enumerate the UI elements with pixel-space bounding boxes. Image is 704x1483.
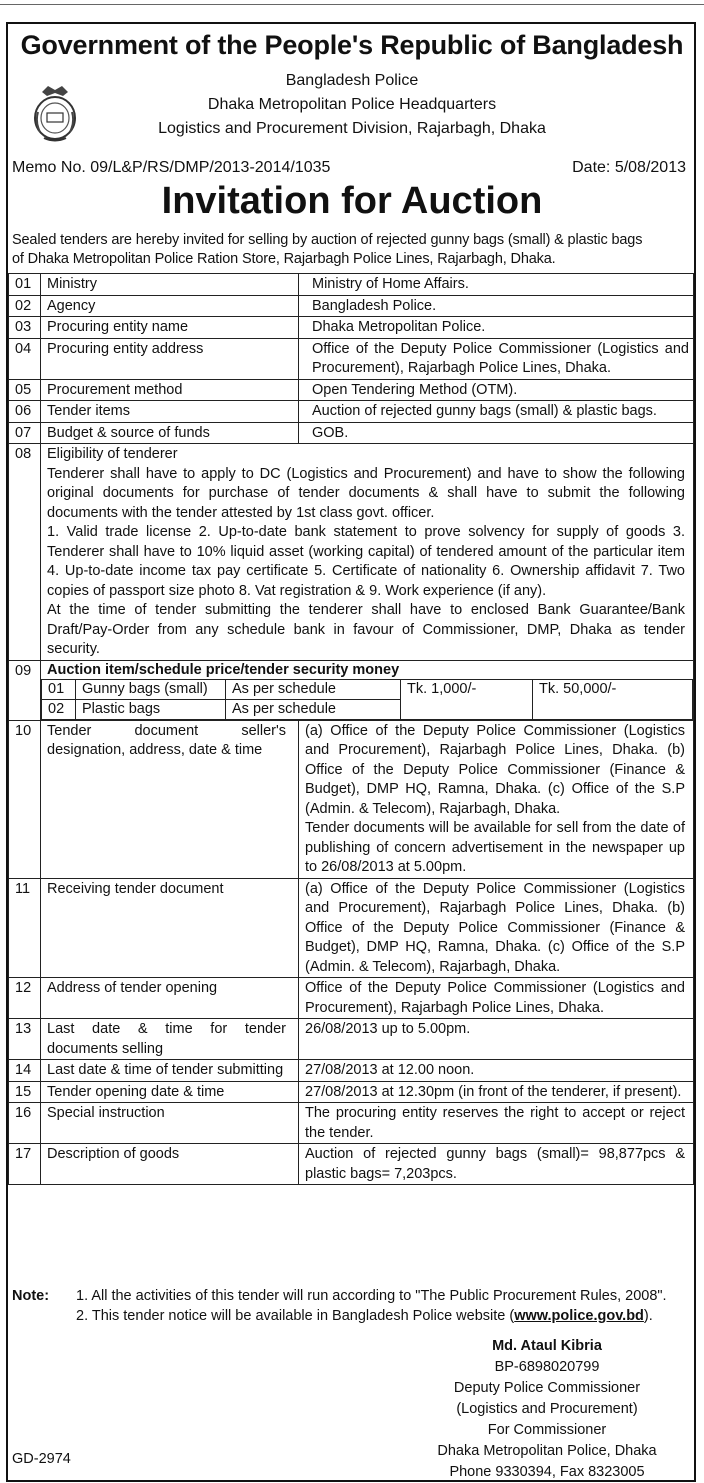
row-number: 16 bbox=[9, 1103, 41, 1144]
top-rule bbox=[0, 4, 704, 5]
row-value bbox=[299, 720, 694, 878]
row-number: 06 bbox=[9, 401, 41, 423]
item-price: As per schedule bbox=[226, 679, 401, 699]
security-money: Tk. 50,000/- bbox=[533, 679, 693, 719]
row-label: Tender document seller's designation, address, date & time bbox=[41, 720, 299, 878]
signatory-bp: BP-6898020799 bbox=[494, 1359, 600, 1375]
org-line-division: Logistics and Procurement Division, Rajarbagh, Dhaka bbox=[158, 120, 546, 137]
note-label: Note: bbox=[12, 1288, 50, 1304]
table-row bbox=[42, 679, 693, 699]
row-value: 27/08/2013 at 12.00 noon. bbox=[299, 1060, 694, 1082]
eligibility-paragraph: Tenderer shall have to apply to DC (Logistics and Procurement) and have to show the following original documents for purchase of tender documents & shall have to submit the following documents with the tender attested by 1st class govt. officer. bbox=[47, 465, 685, 521]
table-row bbox=[9, 338, 694, 379]
seller-availability: Tender documents will be available for sell from the date of publishing of concern advertisement in the newspaper up to 26/08/2013 at 5.00pm. bbox=[305, 820, 685, 875]
row-number: 04 bbox=[9, 338, 41, 379]
table-row bbox=[9, 401, 694, 423]
item-number: 02 bbox=[42, 699, 76, 719]
row-label: Procurement method bbox=[41, 379, 299, 401]
row-number: 03 bbox=[9, 317, 41, 339]
row-number: 10 bbox=[9, 720, 41, 878]
memo-date: Date: 5/08/2013 bbox=[572, 159, 686, 176]
row-number: 15 bbox=[9, 1081, 41, 1103]
row-value: GOB. bbox=[299, 422, 694, 444]
auction-items-cell bbox=[41, 660, 694, 720]
signatory-name: Md. Ataul Kibria bbox=[492, 1338, 602, 1354]
signatory-contact: Phone 9330394, Fax 8323005 bbox=[449, 1464, 645, 1480]
row-label: Receiving tender document bbox=[41, 878, 299, 978]
table-row bbox=[9, 978, 694, 1019]
row-label: Ministry bbox=[41, 274, 299, 296]
row-value: 26/08/2013 up to 5.00pm. bbox=[299, 1019, 694, 1060]
row-value: Auction of rejected gunny bags (small) & plastic bags. bbox=[299, 401, 694, 423]
signatory-designation: Deputy Police Commissioner bbox=[453, 1380, 641, 1396]
table-row bbox=[9, 660, 694, 720]
row-number: 14 bbox=[9, 1060, 41, 1082]
auction-items-heading: Auction item/schedule price/tender security money bbox=[47, 661, 400, 678]
eligibility-documents: 1. Valid trade license 2. Up-to-date bank statement to prove solvency for supply of goods 3. Tenderer shall have to 10% liquid asset (working capital) of tendered amount of the particular item 4. Up-to-date income tax pay certificate 5. Certificate of nationality 6. Ownership affidavit 7. Two copies of passport size photo 8. Vat registration & 9. Work experience (if any). bbox=[47, 524, 685, 599]
signature-block bbox=[392, 1336, 702, 1483]
row-label: Last date & time of tender submitting bbox=[41, 1060, 299, 1082]
website-link[interactable]: www.police.gov.bd bbox=[514, 1308, 644, 1324]
row-number: 13 bbox=[9, 1019, 41, 1060]
row-value: Open Tendering Method (OTM). bbox=[299, 379, 694, 401]
row-number: 02 bbox=[9, 295, 41, 317]
note-line bbox=[76, 1306, 667, 1326]
row-label: Eligibility of tenderer bbox=[47, 446, 178, 462]
row-label: Address of tender opening bbox=[41, 978, 299, 1019]
table-row bbox=[9, 878, 694, 978]
row-number: 17 bbox=[9, 1144, 41, 1185]
eligibility-cell bbox=[41, 444, 694, 661]
note-line-text: 2. This tender notice will be available in Bangladesh Police website ( bbox=[76, 1308, 515, 1324]
row-label: Procuring entity name bbox=[41, 317, 299, 339]
row-value: Ministry of Home Affairs. bbox=[299, 274, 694, 296]
government-title: Government of the People's Republic of Bangladesh bbox=[20, 30, 684, 60]
row-label: Tender opening date & time bbox=[41, 1081, 299, 1103]
table-row bbox=[9, 274, 694, 296]
row-number: 12 bbox=[9, 978, 41, 1019]
eligibility-security: At the time of tender submitting the tenderer shall have to enclosed Bank Guarantee/Bank Draft/Pay-Order from any schedule bank in favour of Commissioner, DMP, Dhaka as tender security. bbox=[47, 602, 685, 657]
schedule-price: Tk. 1,000/- bbox=[401, 679, 533, 719]
table-row bbox=[9, 295, 694, 317]
page-title: Invitation for Auction bbox=[161, 180, 543, 222]
item-number: 01 bbox=[42, 679, 76, 699]
tender-details-table bbox=[8, 273, 694, 1185]
note-line: 1. All the activities of this tender will run according to "The Public Procurement Rules, 2008". bbox=[76, 1288, 667, 1304]
table-row bbox=[9, 720, 694, 878]
seller-offices: (a) Office of the Deputy Police Commissioner (Logistics and Procurement), Rajarbagh Police Lines, Dhaka. (b) Office of the Deputy Police Commissioner (Finance & Budget), DMP HQ, Ramna, Dhaka. (c) Office of the S.P (Admin. & Telecom), Rajarbagh, Dhaka. bbox=[305, 722, 685, 817]
note-line-text: ). bbox=[643, 1308, 653, 1324]
row-label: Special instruction bbox=[41, 1103, 299, 1144]
row-number: 08 bbox=[9, 444, 41, 661]
auction-items-table bbox=[41, 679, 693, 720]
row-number: 07 bbox=[9, 422, 41, 444]
signatory-division: (Logistics and Procurement) bbox=[456, 1401, 638, 1417]
table-row bbox=[9, 422, 694, 444]
org-line-hq: Dhaka Metropolitan Police Headquarters bbox=[207, 96, 497, 113]
table-row bbox=[9, 1144, 694, 1185]
intro-line: Sealed tenders are hereby invited for selling by auction of rejected gunny bags (small) & plastic bags bbox=[12, 232, 643, 248]
item-name: Gunny bags (small) bbox=[76, 679, 226, 699]
row-value: Dhaka Metropolitan Police. bbox=[299, 317, 694, 339]
row-number: 05 bbox=[9, 379, 41, 401]
gd-number: GD-2974 bbox=[12, 1451, 71, 1467]
intro-paragraph bbox=[12, 231, 692, 269]
signatory-office: Dhaka Metropolitan Police, Dhaka bbox=[437, 1443, 657, 1459]
row-value: 27/08/2013 at 12.30pm (in front of the tenderer, if present). bbox=[299, 1081, 694, 1103]
table-row bbox=[9, 317, 694, 339]
row-number: 01 bbox=[9, 274, 41, 296]
row-label: Procuring entity address bbox=[41, 338, 299, 379]
table-row bbox=[9, 379, 694, 401]
row-label: Budget & source of funds bbox=[41, 422, 299, 444]
table-row bbox=[9, 444, 694, 661]
row-number: 09 bbox=[9, 660, 41, 720]
note-lines bbox=[76, 1286, 667, 1326]
signatory-for: For Commissioner bbox=[487, 1422, 607, 1438]
table-row bbox=[9, 1019, 694, 1060]
table-row bbox=[9, 1060, 694, 1082]
row-label: Description of goods bbox=[41, 1144, 299, 1185]
item-price: As per schedule bbox=[226, 699, 401, 719]
row-label: Tender items bbox=[41, 401, 299, 423]
table-row bbox=[9, 1081, 694, 1103]
row-label: Last date & time for tender documents selling bbox=[41, 1019, 299, 1060]
row-value: The procuring entity reserves the right to accept or reject the tender. bbox=[299, 1103, 694, 1144]
row-value: Office of the Deputy Police Commissioner (Logistics and Procurement), Rajarbagh Police Lines, Dhaka. bbox=[299, 338, 694, 379]
row-label: Agency bbox=[41, 295, 299, 317]
row-number: 11 bbox=[9, 878, 41, 978]
item-name: Plastic bags bbox=[76, 699, 226, 719]
row-value: Auction of rejected gunny bags (small)= 98,877pcs & plastic bags= 7,203pcs. bbox=[299, 1144, 694, 1185]
row-value: (a) Office of the Deputy Police Commissioner (Logistics and Procurement), Rajarbagh Police Lines, Dhaka. (b) Office of the Deputy Police Commissioner (Finance & Budget), DMP HQ, Ramna, Dhaka. (c) Office of the S.P (Admin. & Telecom), Rajarbagh, Dhaka. bbox=[299, 878, 694, 978]
intro-line: of Dhaka Metropolitan Police Ration Store, Rajarbagh Police Lines, Rajarbagh, Dhaka. bbox=[12, 251, 556, 267]
table-row bbox=[9, 1103, 694, 1144]
org-line-police: Bangladesh Police bbox=[285, 72, 419, 89]
row-value: Office of the Deputy Police Commissioner (Logistics and Procurement), Rajarbagh Police Lines, Dhaka. bbox=[299, 978, 694, 1019]
memo-number: Memo No. 09/L&P/RS/DMP/2013-2014/1035 bbox=[12, 159, 331, 176]
row-value: Bangladesh Police. bbox=[299, 295, 694, 317]
